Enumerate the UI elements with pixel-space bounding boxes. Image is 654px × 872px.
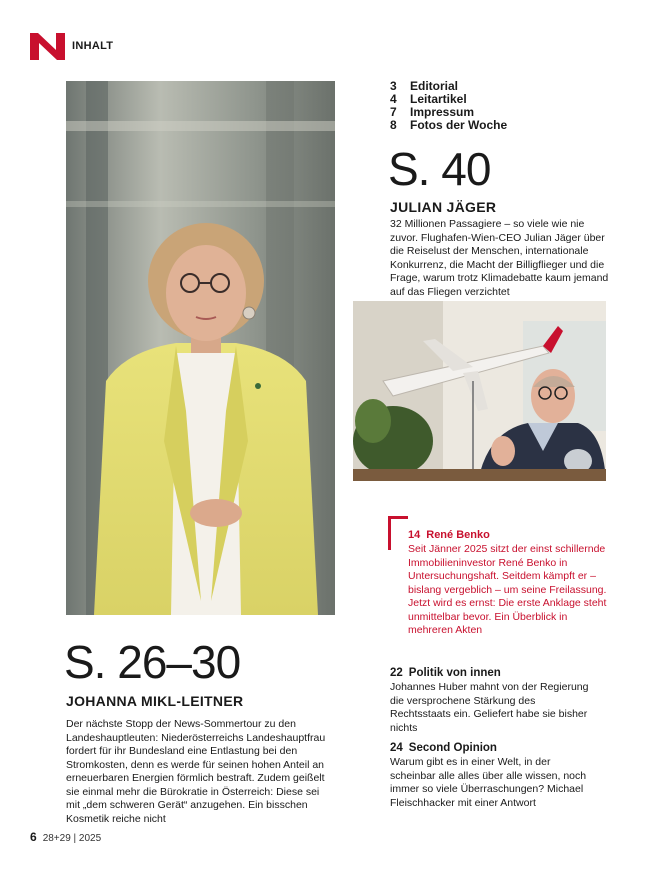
feature-name-jaeger: JULIAN JÄGER: [390, 199, 497, 215]
item-description-benko: Seit Jänner 2025 sitzt der einst schillernde Immobilieninvestor René Benko in Untersuchungshaft. Seitdem kämpft er – bislang vergeblich – um seine Freilassung. Jetzt wird es ernst: Die erste Anklage steht unmittelbar bevor. Ein Überblick in mehreren Akten: [408, 543, 607, 636]
feature-description-mikl-leitner: Der nächste Stopp der News-Sommertour zu den Landeshauptleuten: Niederösterreichs Landeshauptfrau fordert für ihr Bundesland eine Entlastung bei den Stromkosten, denn es werde für seinen hohen Anteil an erneuerbaren Energien förmlich bestraft. Zudem geißelt sie einmal mehr die Bürokratie in Österreich: Diese sei mit „dem schweren Gerät“ anzugehen. Ein bisschen Kosmetik reiche nicht: [66, 718, 326, 825]
item-title-benko[interactable]: [408, 529, 490, 541]
page-reference-40: S. 40: [388, 143, 491, 195]
section-label: INHALT: [72, 40, 114, 52]
page-reference-26-30: S. 26–30: [64, 636, 241, 688]
toc-label: Editorial: [410, 79, 459, 93]
toc-label: Leitartikel: [410, 92, 467, 106]
callout-bracket: [388, 516, 408, 550]
feature-description-jaeger: 32 Millionen Passagiere – so viele wie nie zuvor. Flughafen-Wien-CEO Julian Jäger über die Reiselust der Menschen, internationale Konkurrenz, die Macht der Billigflieger und die Frage, warum trotz Klimadebatte kaum jemand auf das Fliegen verzichtet: [390, 218, 609, 298]
issue-label: 28+29 | 2025: [42, 833, 102, 844]
item-title-text: René Benko: [426, 529, 490, 541]
item-title-politik[interactable]: [390, 667, 501, 679]
portrait-photo-mikl-leitner: [66, 81, 335, 615]
item-description-second-opinion: Warum gibt es in einer Welt, in der scheinbar alle alles über alle wissen, noch immer so viele Überraschungen? Michael Fleischhacker mit einer Antwort: [390, 756, 587, 809]
page-number: 6: [30, 830, 37, 844]
item-page-number: 24: [390, 742, 403, 754]
item-page-number: 22: [390, 667, 403, 679]
toc-page-number: 4: [390, 92, 397, 106]
toc-label: Impressum: [410, 105, 475, 119]
toc-page-number: 8: [390, 118, 397, 132]
item-title-text: Second Opinion: [408, 742, 497, 754]
toc-label: Fotos der Woche: [410, 118, 508, 132]
toc-item[interactable]: [390, 119, 507, 132]
brand-logo-icon: [30, 33, 65, 60]
table-of-contents: [390, 80, 507, 132]
item-title-second-opinion[interactable]: [390, 742, 497, 754]
toc-page-number: 3: [390, 79, 397, 93]
item-description-politik: Johannes Huber mahnt von der Regierung die versprochene Stärkung des Rechtsstaats ein. Geliefert habe sie bisher nichts: [390, 681, 589, 734]
item-title-text: Politik von innen: [408, 667, 501, 679]
page-footer: [30, 830, 101, 844]
item-page-number: 14: [408, 529, 421, 541]
feature-name-mikl-leitner: JOHANNA MIKL-LEITNER: [66, 693, 244, 709]
toc-page-number: 7: [390, 105, 397, 119]
portrait-photo-jaeger: [353, 301, 606, 481]
